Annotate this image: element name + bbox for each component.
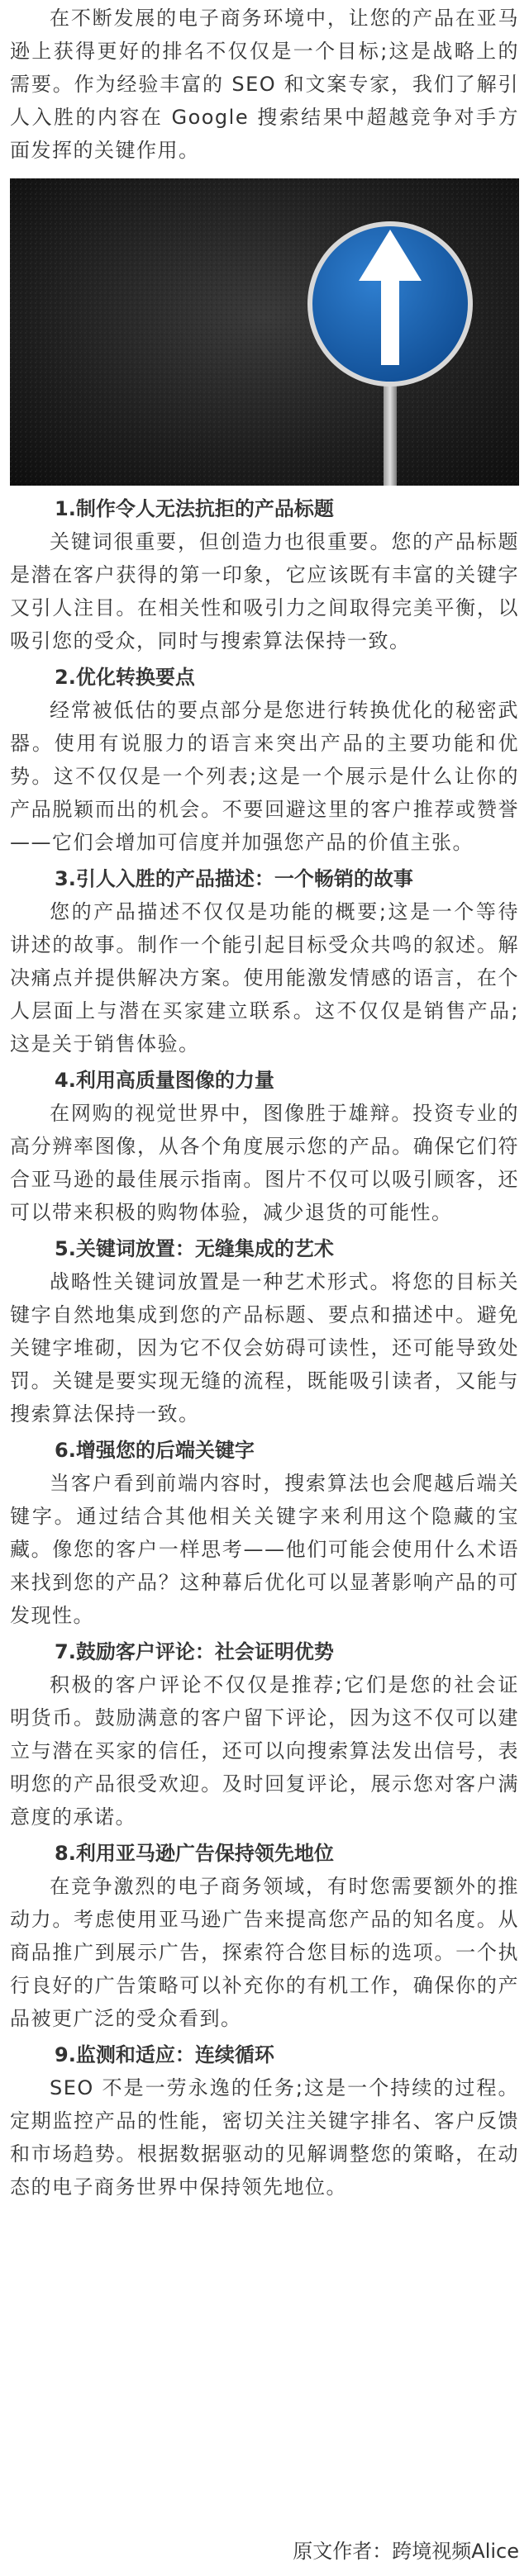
article — [0, 2, 529, 2576]
section-title: 3.引人入胜的产品描述：一个畅销的故事 — [55, 867, 413, 890]
section-title: 9.监测和适应：连续循环 — [55, 2043, 274, 2066]
author-credit: 原文作者：跨境视频Alice — [293, 2540, 519, 2563]
section-title: 4.利用高质量图像的力量 — [55, 1069, 274, 1092]
section-body: 在竞争激烈的电子商务领域，有时您需要额外的推动力。考虑使用亚马逊广告来提高您产品的知名度。从商品推广到展示广告，探索符合您目标的选项。一个执行良好的广告策略可以补充你的有机工作，确保你的产品被更广泛的受众看到。 — [10, 1875, 519, 2030]
hero-image-one-way-sign — [10, 178, 519, 486]
section-title: 6.增强您的后端关键字 — [55, 1439, 255, 1462]
section-body: 经常被低估的要点部分是您进行转换优化的秘密武器。使用有说服力的语言来突出产品的主要功能和优势。这不仅仅是一个列表;这是一个展示是什么让你的产品脱颖而出的机会。不要回避这里的客户推荐或赞誉——它们会增加可信度并加强您产品的价值主张。 — [10, 699, 519, 854]
section-title: 7.鼓励客户评论：社会证明优势 — [55, 1640, 334, 1663]
section-body: 关键词很重要，但创造力也很重要。您的产品标题是潜在客户获得的第一印象，它应该既有丰富的关键字又引人注目。在相关性和吸引力之间取得完美平衡，以吸引您的受众，同时与搜索算法保持一致。 — [10, 530, 519, 652]
section-body: 积极的客户评论不仅仅是推荐;它们是您的社会证明货币。鼓励满意的客户留下评论，因为这不仅可以建立与潜在买家的信任，还可以向搜索算法发出信号，表明您的产品很受欢迎。及时回复评论，展示您对客户满意度的承诺。 — [10, 1673, 519, 1829]
section-body: 战略性关键词放置是一种艺术形式。将您的目标关键字自然地集成到您的产品标题、要点和描述中。避免关键字堆砌，因为它不仅会妨碍可读性，还可能导致处罚。关键是要实现无缝的流程，既能吸引读者，又能与搜索算法保持一致。 — [10, 1270, 519, 1426]
section-body: 当客户看到前端内容时，搜索算法也会爬越后端关键字。通过结合其他相关关键字来利用这个隐藏的宝藏。像您的客户一样思考——他们可能会使用什么术语来找到您的产品？这种幕后优化可以显著影响产品的可发现性。 — [10, 1472, 519, 1627]
section-title: 2.优化转换要点 — [55, 666, 195, 689]
section-body: 您的产品描述不仅仅是功能的概要;这是一个等待讲述的故事。制作一个能引起目标受众共鸣的叙述。解决痛点并提供解决方案。使用能激发情感的语言，在个人层面上与潜在买家建立联系。这不仅仅是销售产品;这是关于销售体验。 — [10, 900, 519, 1056]
section-title: 1.制作令人无法抗拒的产品标题 — [55, 497, 334, 520]
section-body: SEO 不是一劳永逸的任务;这是一个持续的过程。定期监控产品的性能，密切关注关键字排名、客户反馈和市场趋势。根据数据驱动的见解调整您的策略，在动态的电子商务世界中保持领先地位。 — [10, 2076, 519, 2199]
section-title: 5.关键词放置：无缝集成的艺术 — [55, 1237, 334, 1260]
intro-paragraph: 在不断发展的电子商务环境中，让您的产品在亚马逊上获得更好的排名不仅仅是一个目标;这是战略上的需要。作为经验丰富的 SEO 和文案专家，我们了解引人入胜的内容在 Google 搜索结果中超越竞争对手方面发挥的关键作用。 — [10, 7, 519, 162]
section-body: 在网购的视觉世界中，图像胜于雄辩。投资专业的高分辨率图像，从各个角度展示您的产品。确保它们符合亚马逊的最佳展示指南。图片不仅可以吸引顾客，还可以带来积极的购物体验，减少退货的可能性。 — [10, 1102, 519, 1224]
section-title: 8.利用亚马逊广告保持领先地位 — [55, 1842, 334, 1865]
sections-container — [10, 492, 519, 2204]
